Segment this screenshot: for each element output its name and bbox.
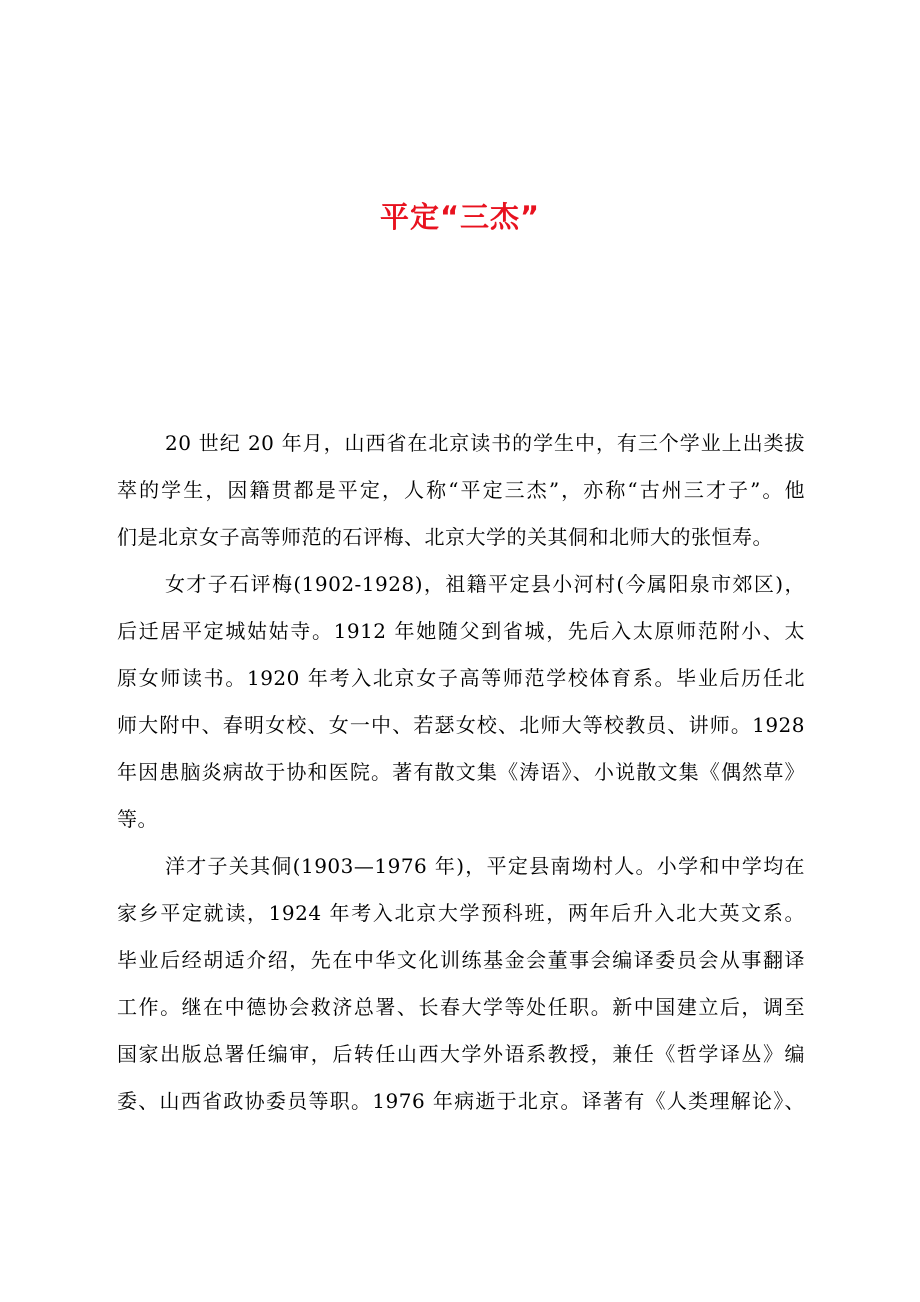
paragraph xyxy=(117,561,805,843)
text-line: 原女师读书。1920 年考入北京女子高等师范学校体育系。毕业后历任北 xyxy=(117,666,805,690)
text-line: 委、山西省政协委员等职。1976 年病逝于北京。译著有《人类理解论》、 xyxy=(117,1089,805,1113)
text-line: 20 世纪 20 年月，山西省在北京读书的学生中，有三个学业上出类拔 xyxy=(165,431,805,455)
text-line: 洋才子关其侗(1903—1976 年)，平定县南坳村人。小学和中学均在 xyxy=(165,854,805,878)
text-line: 们是北京女子高等师范的石评梅、北京大学的关其侗和北师大的张恒寿。 xyxy=(117,525,773,549)
document-body xyxy=(117,420,805,1125)
text-line: 国家出版总署任编审，后转任山西大学外语系教授，兼任《哲学译丛》编 xyxy=(117,1042,805,1066)
text-line: 女才子石评梅(1902-1928)，祖籍平定县小河村(今属阳泉市郊区)， xyxy=(165,572,805,596)
document-title: 平定“三杰” xyxy=(379,200,541,234)
text-line: 家乡平定就读，1924 年考入北京大学预科班，两年后升入北大英文系。 xyxy=(117,901,805,925)
text-line: 后迁居平定城姑姑寺。1912 年她随父到省城，先后入太原师范附小、太 xyxy=(117,619,805,643)
paragraph xyxy=(117,843,805,1125)
paragraph xyxy=(117,420,805,561)
text-line: 萃的学生，因籍贯都是平定，人称“平定三杰”，亦称“古州三才子”。他 xyxy=(117,478,805,502)
text-line: 工作。继在中德协会救济总署、长春大学等处任职。新中国建立后，调至 xyxy=(117,995,805,1019)
text-line: 师大附中、春明女校、女一中、若瑟女校、北师大等校教员、讲师。1928 xyxy=(117,713,805,737)
text-line: 年因患脑炎病故于协和医院。著有散文集《涛语》、小说散文集《偶然草》 xyxy=(117,760,805,784)
text-line: 等。 xyxy=(117,807,158,831)
text-line: 毕业后经胡适介绍，先在中华文化训练基金会董事会编译委员会从事翻译 xyxy=(117,948,805,972)
